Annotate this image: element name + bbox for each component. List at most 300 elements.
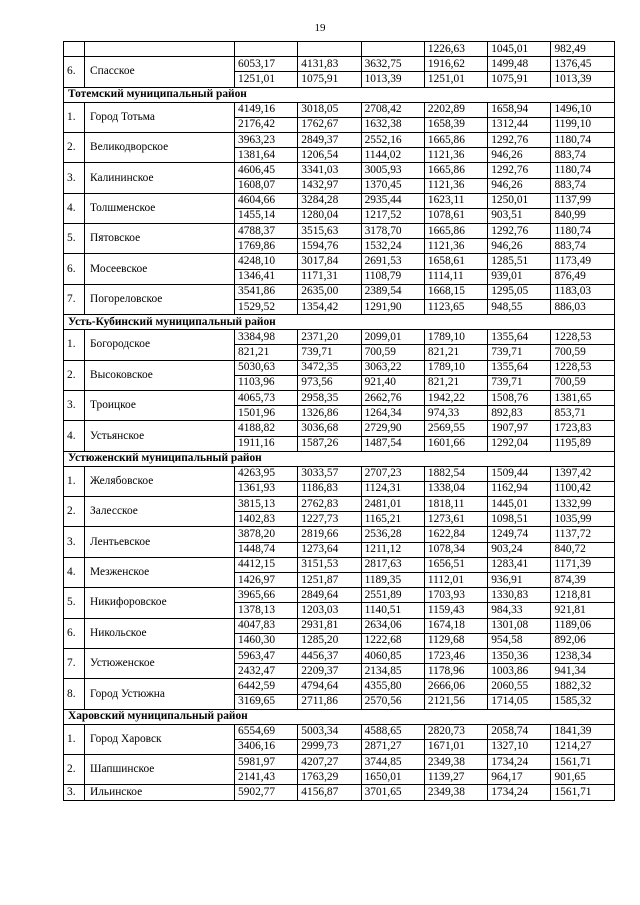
table-row (64, 588, 615, 603)
settlement-name: Спасское (85, 57, 235, 87)
value-cell: 1165,21 (361, 512, 424, 527)
settlement-name: Мосеевское (85, 254, 235, 284)
value-cell: 1186,83 (298, 481, 361, 496)
value-cell: 1292,76 (488, 224, 551, 239)
value-cell: 2635,00 (298, 284, 361, 299)
value-cell: 892,06 (551, 633, 614, 648)
value-cell: 3541,86 (235, 284, 298, 299)
row-index: 6. (64, 57, 85, 87)
value-cell: 2349,38 (424, 785, 487, 800)
value-cell: 3005,93 (361, 163, 424, 178)
value-cell: 4047,83 (235, 618, 298, 633)
value-cell: 1327,10 (488, 739, 551, 754)
settlement-name: Троицкое (85, 390, 235, 420)
settlement-name: Устьянское (85, 421, 235, 451)
value-cell: 1789,10 (424, 360, 487, 375)
value-cell: 1397,42 (551, 466, 614, 481)
value-cell: 1203,03 (298, 603, 361, 618)
value-cell: 939,01 (488, 269, 551, 284)
value-cell: 3063,22 (361, 360, 424, 375)
value-cell: 6053,17 (235, 57, 298, 72)
table-row (64, 466, 615, 481)
value-cell: 3963,23 (235, 132, 298, 147)
value-cell: 1665,86 (424, 224, 487, 239)
table-row (64, 390, 615, 405)
value-cell: 1448,74 (235, 542, 298, 557)
value-cell: 1501,96 (235, 406, 298, 421)
value-cell: 2121,56 (424, 694, 487, 709)
value-cell: 6554,69 (235, 724, 298, 739)
value-cell: 1222,68 (361, 633, 424, 648)
value-cell: 1326,86 (298, 406, 361, 421)
value-cell: 1355,64 (488, 360, 551, 375)
value-cell: 1723,83 (551, 421, 614, 436)
value-cell: 921,40 (361, 375, 424, 390)
value-cell: 1703,93 (424, 588, 487, 603)
value-cell: 1529,52 (235, 300, 298, 315)
value-cell: 946,26 (488, 239, 551, 254)
value-cell: 3878,20 (235, 527, 298, 542)
value-cell: 1332,99 (551, 497, 614, 512)
value-cell: 5030,63 (235, 360, 298, 375)
value-cell: 3384,98 (235, 330, 298, 345)
value-cell: 4606,45 (235, 163, 298, 178)
value-cell: 1103,96 (235, 375, 298, 390)
value-cell: 2141,43 (235, 770, 298, 785)
value-cell: 1658,39 (424, 117, 487, 132)
value-cell: 2662,76 (361, 390, 424, 405)
value-cell: 1295,05 (488, 284, 551, 299)
value-cell: 964,17 (488, 770, 551, 785)
value-cell: 1769,86 (235, 239, 298, 254)
value-cell: 2707,23 (361, 466, 424, 481)
value-cell: 1180,74 (551, 163, 614, 178)
value-cell: 1338,04 (424, 481, 487, 496)
value-cell: 2058,74 (488, 724, 551, 739)
row-index: 1. (64, 724, 85, 754)
value-cell: 1942,22 (424, 390, 487, 405)
settlement-name: Город Устюжна (85, 679, 235, 709)
value-cell: 1292,76 (488, 132, 551, 147)
value-cell: 1121,36 (424, 178, 487, 193)
value-cell: 1078,34 (424, 542, 487, 557)
value-cell: 5963,47 (235, 648, 298, 663)
value-cell: 1251,87 (298, 573, 361, 588)
value-cell: 4794,64 (298, 679, 361, 694)
value-cell: 1251,01 (235, 72, 298, 87)
value-cell: 1078,61 (424, 208, 487, 223)
settlement-name: Город Харовск (85, 724, 235, 754)
value-cell: 1100,42 (551, 481, 614, 496)
value-cell: 4456,37 (298, 648, 361, 663)
value-cell: 1162,94 (488, 481, 551, 496)
value-cell: 1098,51 (488, 512, 551, 527)
value-cell: 1075,91 (488, 72, 551, 87)
row-index: 5. (64, 588, 85, 618)
value-cell: 5902,77 (235, 785, 298, 800)
value-cell: 1376,45 (551, 57, 614, 72)
value-cell: 821,21 (235, 345, 298, 360)
value-cell: 739,71 (488, 375, 551, 390)
row-index: 7. (64, 648, 85, 678)
value-cell: 1189,06 (551, 618, 614, 633)
value-cell: 1763,29 (298, 770, 361, 785)
value-cell: 1608,07 (235, 178, 298, 193)
value-cell: 1108,79 (361, 269, 424, 284)
value-cell: 1218,81 (551, 588, 614, 603)
row-index: 5. (64, 224, 85, 254)
value-cell: 2729,90 (361, 421, 424, 436)
value-cell: 954,58 (488, 633, 551, 648)
value-cell: 1180,74 (551, 132, 614, 147)
district-header-row (64, 451, 615, 466)
settlement-name: Толшменское (85, 193, 235, 223)
row-index: 6. (64, 618, 85, 648)
value-cell: 2999,73 (298, 739, 361, 754)
value-cell: 886,03 (551, 300, 614, 315)
value-cell: 1658,94 (488, 102, 551, 117)
value-cell: 2134,85 (361, 664, 424, 679)
row-index: 1. (64, 330, 85, 360)
value-cell: 1561,71 (551, 755, 614, 770)
value-cell: 1171,31 (298, 269, 361, 284)
value-cell: 903,51 (488, 208, 551, 223)
value-cell: 3472,35 (298, 360, 361, 375)
value-cell: 4355,80 (361, 679, 424, 694)
value-cell: 2176,42 (235, 117, 298, 132)
value-cell: 1228,53 (551, 330, 614, 345)
value-cell: 3406,16 (235, 739, 298, 754)
value-cell: 1114,11 (424, 269, 487, 284)
table-row (64, 193, 615, 208)
value-cell: 700,59 (551, 345, 614, 360)
value-cell: 2569,55 (424, 421, 487, 436)
value-cell: 3178,70 (361, 224, 424, 239)
value-cell: 973,56 (298, 375, 361, 390)
value-cell: 948,55 (488, 300, 551, 315)
value-cell: 1211,12 (361, 542, 424, 557)
table-row (64, 679, 615, 694)
value-cell: 974,33 (424, 406, 487, 421)
value-cell: 2762,83 (298, 497, 361, 512)
value-cell: 2708,42 (361, 102, 424, 117)
value-cell (235, 42, 298, 57)
value-cell: 1121,36 (424, 148, 487, 163)
value-cell: 2389,54 (361, 284, 424, 299)
row-index: 2. (64, 360, 85, 390)
value-cell: 1139,27 (424, 770, 487, 785)
value-cell: 1346,41 (235, 269, 298, 284)
district-title: Тотемский муниципальный район (64, 87, 615, 102)
value-cell: 3033,57 (298, 466, 361, 481)
value-cell: 1121,36 (424, 239, 487, 254)
table-row (64, 557, 615, 572)
value-cell: 1217,52 (361, 208, 424, 223)
value-cell: 2349,38 (424, 755, 487, 770)
value-cell: 1594,76 (298, 239, 361, 254)
table-row (64, 360, 615, 375)
value-cell: 1622,84 (424, 527, 487, 542)
value-cell: 1882,54 (424, 466, 487, 481)
value-cell: 1228,53 (551, 360, 614, 375)
value-cell: 3632,75 (361, 57, 424, 72)
value-cell: 1445,01 (488, 497, 551, 512)
value-cell: 1350,36 (488, 648, 551, 663)
value-cell: 4263,95 (235, 466, 298, 481)
row-index: 4. (64, 421, 85, 451)
value-cell: 1189,35 (361, 573, 424, 588)
value-cell: 1734,24 (488, 755, 551, 770)
value-cell: 1658,61 (424, 254, 487, 269)
value-cell: 2202,89 (424, 102, 487, 117)
table-row (64, 785, 615, 800)
value-cell: 4207,27 (298, 755, 361, 770)
value-cell: 3701,65 (361, 785, 424, 800)
value-cell: 739,71 (298, 345, 361, 360)
value-cell: 700,59 (551, 375, 614, 390)
value-cell: 1585,32 (551, 694, 614, 709)
table-row (64, 163, 615, 178)
value-cell: 2060,55 (488, 679, 551, 694)
value-cell: 2691,53 (361, 254, 424, 269)
value-cell: 1144,02 (361, 148, 424, 163)
value-cell: 1301,08 (488, 618, 551, 633)
value-cell: 2536,28 (361, 527, 424, 542)
settlement-name (85, 42, 235, 57)
value-cell: 1623,11 (424, 193, 487, 208)
value-cell: 2432,47 (235, 664, 298, 679)
value-cell: 1075,91 (298, 72, 361, 87)
table-row (64, 648, 615, 663)
value-cell: 2666,06 (424, 679, 487, 694)
row-index: 2. (64, 132, 85, 162)
value-cell: 2551,89 (361, 588, 424, 603)
value-cell: 2958,35 (298, 390, 361, 405)
value-cell: 3284,28 (298, 193, 361, 208)
value-cell: 2099,01 (361, 330, 424, 345)
value-cell: 1292,04 (488, 436, 551, 451)
value-cell: 1762,67 (298, 117, 361, 132)
value-cell: 883,74 (551, 239, 614, 254)
table-row (64, 527, 615, 542)
settlement-name: Лентьевское (85, 527, 235, 557)
value-cell: 1460,30 (235, 633, 298, 648)
settlement-name: Калининское (85, 163, 235, 193)
value-cell: 883,74 (551, 148, 614, 163)
value-cell: 1312,44 (488, 117, 551, 132)
settlement-name: Мезженское (85, 557, 235, 587)
value-cell: 5003,34 (298, 724, 361, 739)
value-cell: 2570,56 (361, 694, 424, 709)
row-index: 4. (64, 193, 85, 223)
value-cell: 1180,74 (551, 224, 614, 239)
settlement-name: Город Тотьма (85, 102, 235, 132)
value-cell: 1285,51 (488, 254, 551, 269)
table-row (64, 102, 615, 117)
value-cell: 1330,83 (488, 588, 551, 603)
value-cell: 1273,64 (298, 542, 361, 557)
value-cell: 1226,63 (424, 42, 487, 57)
value-cell: 1292,76 (488, 163, 551, 178)
settlement-name: Высоковское (85, 360, 235, 390)
row-index: 2. (64, 755, 85, 785)
value-cell: 1227,73 (298, 512, 361, 527)
table-row (64, 421, 615, 436)
value-cell: 1841,39 (551, 724, 614, 739)
row-index: 3. (64, 527, 85, 557)
value-cell: 1561,71 (551, 785, 614, 800)
value-cell: 4412,15 (235, 557, 298, 572)
value-cell: 1650,01 (361, 770, 424, 785)
settlement-name: Богородское (85, 330, 235, 360)
value-cell: 3017,84 (298, 254, 361, 269)
value-cell: 821,21 (424, 375, 487, 390)
district-title: Харовский муниципальный район (64, 709, 615, 724)
value-cell: 1455,14 (235, 208, 298, 223)
value-cell: 1882,32 (551, 679, 614, 694)
value-cell: 1124,31 (361, 481, 424, 496)
value-cell: 1112,01 (424, 573, 487, 588)
value-cell: 2849,64 (298, 588, 361, 603)
row-index: 4. (64, 557, 85, 587)
value-cell: 4188,82 (235, 421, 298, 436)
value-cell: 4131,83 (298, 57, 361, 72)
table-row (64, 330, 615, 345)
settlement-name: Ильинское (85, 785, 235, 800)
value-cell (361, 42, 424, 57)
value-cell: 1714,05 (488, 694, 551, 709)
value-cell: 1291,90 (361, 300, 424, 315)
value-cell: 892,83 (488, 406, 551, 421)
row-index: 7. (64, 284, 85, 314)
value-cell: 1818,11 (424, 497, 487, 512)
value-cell: 2209,37 (298, 664, 361, 679)
value-cell: 1354,42 (298, 300, 361, 315)
value-cell: 2931,81 (298, 618, 361, 633)
value-cell: 921,81 (551, 603, 614, 618)
value-cell: 700,59 (361, 345, 424, 360)
value-cell: 883,74 (551, 178, 614, 193)
table-row (64, 224, 615, 239)
value-cell: 1723,46 (424, 648, 487, 663)
row-index: 8. (64, 679, 85, 709)
district-header-row (64, 709, 615, 724)
value-cell: 1195,89 (551, 436, 614, 451)
value-cell: 984,33 (488, 603, 551, 618)
value-cell: 1129,68 (424, 633, 487, 648)
value-cell: 1378,13 (235, 603, 298, 618)
value-cell: 946,26 (488, 148, 551, 163)
value-cell: 1283,41 (488, 557, 551, 572)
value-cell: 1361,93 (235, 481, 298, 496)
value-cell: 1601,66 (424, 436, 487, 451)
value-cell: 1264,34 (361, 406, 424, 421)
value-cell: 1140,51 (361, 603, 424, 618)
value-cell: 4788,37 (235, 224, 298, 239)
row-index: 1. (64, 102, 85, 132)
value-cell: 1916,62 (424, 57, 487, 72)
value-cell: 1249,74 (488, 527, 551, 542)
value-cell: 4604,66 (235, 193, 298, 208)
value-cell: 941,34 (551, 664, 614, 679)
settlement-name: Залесское (85, 497, 235, 527)
page-number: 19 (314, 22, 326, 34)
value-cell: 1003,86 (488, 664, 551, 679)
table-row (64, 284, 615, 299)
value-cell: 1509,44 (488, 466, 551, 481)
row-index: 6. (64, 254, 85, 284)
value-cell: 4248,10 (235, 254, 298, 269)
value-cell: 1656,51 (424, 557, 487, 572)
table-row (64, 42, 615, 57)
value-cell: 1178,96 (424, 664, 487, 679)
value-cell: 1251,01 (424, 72, 487, 87)
value-cell: 3169,65 (235, 694, 298, 709)
settlement-name: Погореловское (85, 284, 235, 314)
settlement-name: Желябовское (85, 466, 235, 496)
value-cell: 2819,66 (298, 527, 361, 542)
value-cell: 946,26 (488, 178, 551, 193)
row-index: 1. (64, 466, 85, 496)
row-index (64, 42, 85, 57)
value-cell (298, 42, 361, 57)
value-cell: 821,21 (424, 345, 487, 360)
value-cell: 1532,24 (361, 239, 424, 254)
value-cell: 3341,03 (298, 163, 361, 178)
settlement-name: Никольское (85, 618, 235, 648)
district-header-row (64, 315, 615, 330)
value-cell: 1206,54 (298, 148, 361, 163)
value-cell: 936,91 (488, 573, 551, 588)
value-cell: 1370,45 (361, 178, 424, 193)
value-cell: 1273,61 (424, 512, 487, 527)
table-row (64, 132, 615, 147)
row-index: 3. (64, 163, 85, 193)
value-cell: 2552,16 (361, 132, 424, 147)
district-title: Устюженский муниципальный район (64, 451, 615, 466)
value-cell: 1665,86 (424, 132, 487, 147)
value-cell: 2935,44 (361, 193, 424, 208)
value-cell: 1671,01 (424, 739, 487, 754)
value-cell: 1487,54 (361, 436, 424, 451)
table-row (64, 724, 615, 739)
value-cell: 3036,68 (298, 421, 361, 436)
settlement-name: Пятовское (85, 224, 235, 254)
value-cell: 1587,26 (298, 436, 361, 451)
row-index: 3. (64, 785, 85, 800)
value-cell: 3744,85 (361, 755, 424, 770)
value-cell: 876,49 (551, 269, 614, 284)
row-index: 3. (64, 390, 85, 420)
value-cell: 1013,39 (551, 72, 614, 87)
table-row (64, 57, 615, 72)
value-cell: 3151,53 (298, 557, 361, 572)
value-cell: 840,99 (551, 208, 614, 223)
value-cell: 1173,49 (551, 254, 614, 269)
value-cell: 874,39 (551, 573, 614, 588)
value-cell: 903,24 (488, 542, 551, 557)
value-cell: 1426,97 (235, 573, 298, 588)
value-cell: 1013,39 (361, 72, 424, 87)
table-row (64, 755, 615, 770)
table-row (64, 497, 615, 512)
value-cell: 1123,65 (424, 300, 487, 315)
value-cell: 1355,64 (488, 330, 551, 345)
value-cell: 1171,39 (551, 557, 614, 572)
value-cell: 1159,43 (424, 603, 487, 618)
tariff-table (63, 41, 615, 801)
value-cell: 1907,97 (488, 421, 551, 436)
